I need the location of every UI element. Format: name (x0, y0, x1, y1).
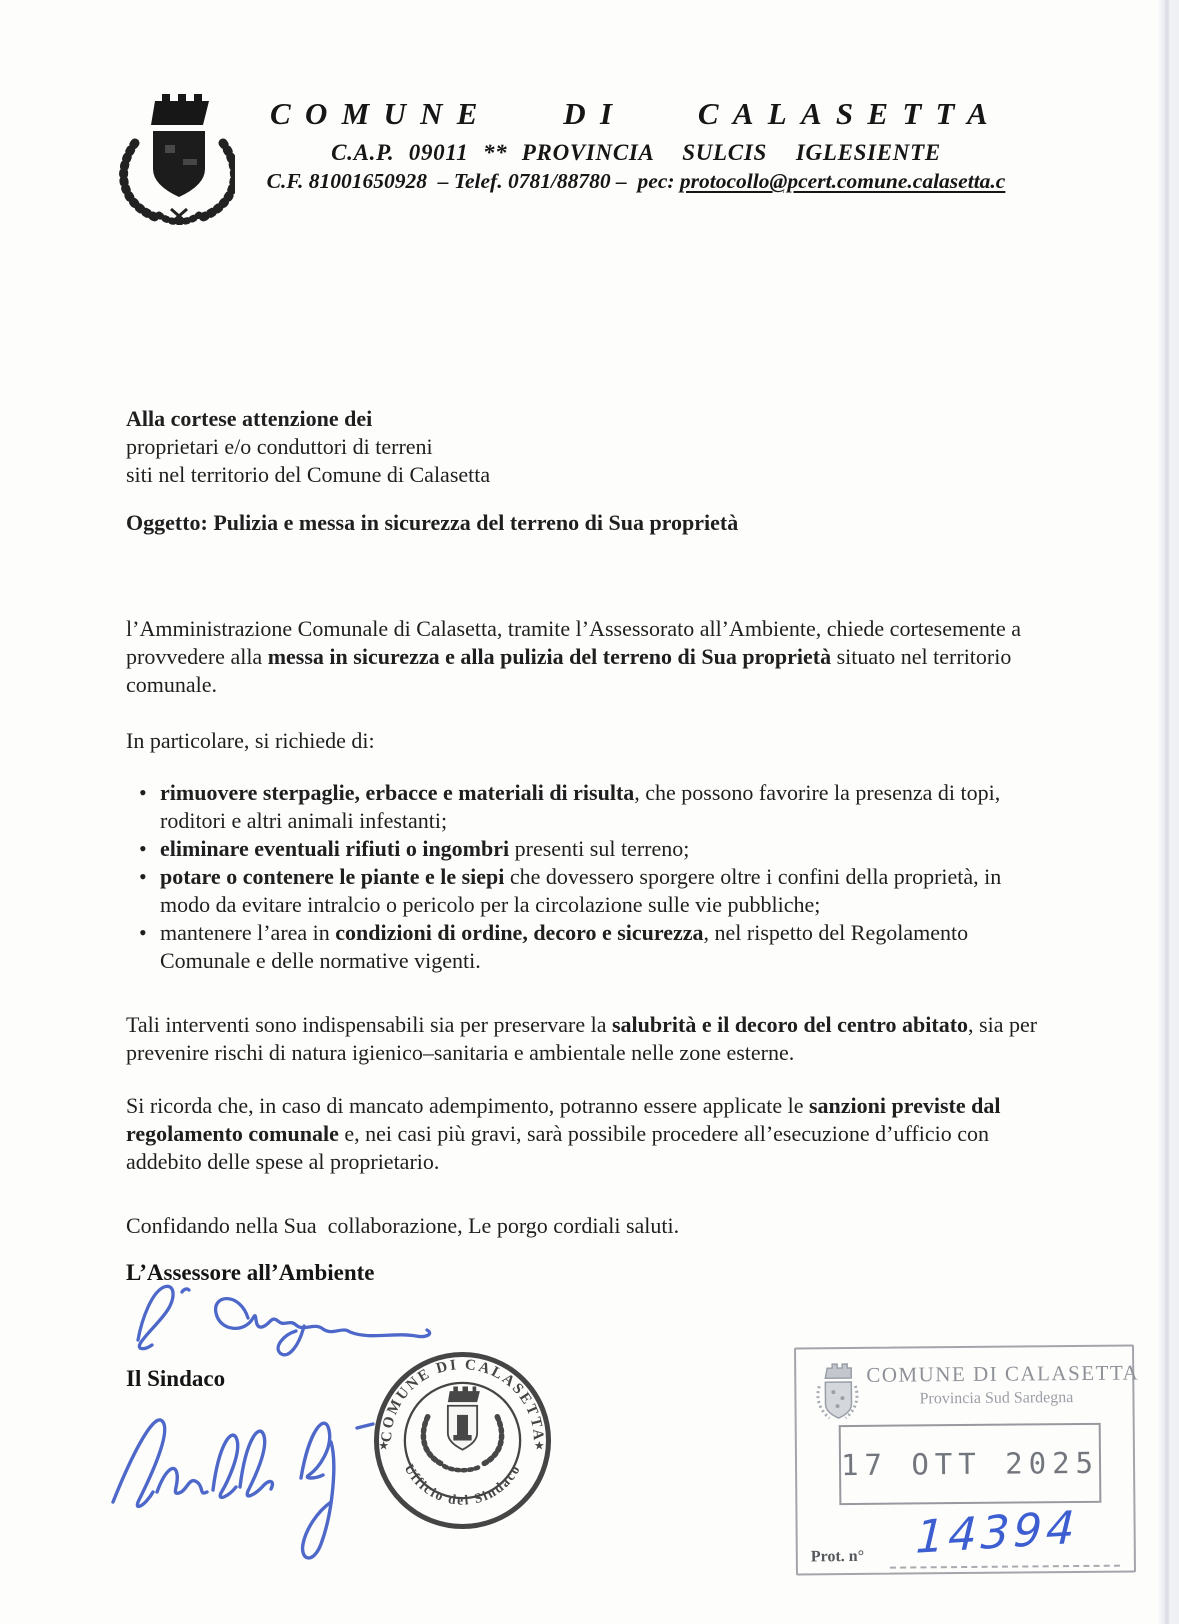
paragraph-bold: sanzioni previste dal regolamento comunale (126, 1093, 1006, 1146)
paragraph-intro-bold: messa in sicurezza e alla pulizia del terreno di Sua proprietà (267, 644, 832, 669)
seal-star-left: ★ (378, 1438, 389, 1453)
paragraph-text: e, nei casi più gravi, sarà possibile procedere all’esecuzione d’ufficio con addebito delle spese al proprietario. (126, 1121, 995, 1174)
list-item-bold: eliminare eventuali rifiuti o ingombri (160, 836, 510, 861)
requirements-list (126, 779, 1042, 975)
cap-provincia-line: C.A.P. 09011 ** PROVINCIA SULCIS IGLESIENTE (331, 140, 941, 165)
stamp-org-name: COMUNE DI CALASETTA (866, 1360, 1140, 1387)
letterhead-text (230, 96, 1042, 194)
protocol-stamp (794, 1345, 1140, 1576)
protocol-number-label: Prot. n° (810, 1547, 865, 1566)
recipient-line3: siti nel territorio del Comune di Calasetta (126, 462, 491, 487)
municipal-coat-of-arms-icon (95, 85, 235, 225)
seal-center-crest (423, 1387, 501, 1471)
list-item-text: presenti sul terreno; (509, 836, 690, 861)
seal-top-text: COMUNE DI CALASETTA (378, 1356, 547, 1443)
stamp-province: Provincia Sud Sardegna (919, 1389, 1074, 1408)
list-item (126, 835, 1042, 863)
paragraph-intro-text: l’Amministrazione Comunale di Calasetta, tramite l’Assessorato all’Ambiente, chiede cortesemente a provvedere alla (126, 616, 1027, 669)
sindaco-signature (103, 1384, 385, 1570)
list-item-text: che dovessero sporgere oltre i confini della proprietà, in modo da evitare intralcio o pericolo per la circolazione sulle vie pubbliche; (160, 864, 1007, 917)
paragraph-text: , sia per prevenire rischi di natura igienico–sanitaria e ambientale nelle zone esterne. (126, 1012, 1043, 1065)
list-item (126, 863, 1042, 919)
stamp-date: 17 OTT 2025 (840, 1445, 1100, 1483)
cf-telef-text: C.F. 81001650928 – Telef. 0781/88780 – pec: (266, 169, 680, 193)
seal-bottom-text: Ufficio del Sindaco (401, 1461, 524, 1508)
list-item (126, 919, 1042, 975)
paragraph-importance (126, 1011, 1042, 1067)
paragraph-text: Si ricorda che, in caso di mancato adempimento, potranno essere applicate le (126, 1093, 809, 1118)
protocol-number-line (890, 1565, 1120, 1569)
letter-body (126, 405, 1042, 1240)
list-item-bold: rimuovere sterpaglie, erbacce e materiali di risulta (160, 780, 635, 805)
subject-line: Oggetto: Pulizia e messa in sicurezza del terreno di Sua proprietà (126, 510, 739, 535)
list-item-text: mantenere l’area in (160, 920, 336, 945)
ufficio-sindaco-seal (371, 1349, 554, 1532)
scan-edge-artifact (1157, 0, 1179, 1624)
list-item-bold: condizioni di ordine, decoro e sicurezza (335, 920, 704, 945)
protocol-number-handwritten: 14394 (914, 1500, 1080, 1564)
paragraph-intro (126, 615, 1042, 699)
assessore-title: L’Assessore all’Ambiente (126, 1260, 375, 1285)
recipient-block (126, 405, 1042, 489)
paragraph-bold: salubrità e il decoro del centro abitato (611, 1012, 969, 1037)
list-item-text: , che possono favorire la presenza di topi, roditori e altri animali infestanti; (160, 780, 1006, 833)
paragraph-intro-end: situato nel territorio comunale. (126, 644, 1017, 697)
recipient-attention-line: Alla cortese attenzione dei (126, 406, 373, 431)
paragraph-sanctions (126, 1092, 1042, 1176)
list-intro-line: In particolare, si richiede di: (126, 728, 375, 753)
list-item (126, 779, 1042, 835)
closing-line: Confidando nella Sua collaborazione, Le porgo cordiali saluti. (126, 1213, 680, 1238)
list-item-text: , nel rispetto del Regolamento Comunale e delle normative vigenti. (160, 920, 974, 973)
pec-email: protocollo@pcert.comune.calasetta.c (679, 169, 1006, 193)
stamp-crest-icon (811, 1360, 864, 1426)
paragraph-text: Tali interventi sono indispensabili sia per preservare la (126, 1012, 612, 1037)
sindaco-title: Il Sindaco (126, 1366, 226, 1391)
list-item-bold: potare o contenere le piante e le siepi (160, 864, 505, 889)
recipient-line2: proprietari e/o conduttori di terreni (126, 434, 433, 459)
fiscal-contact-line (230, 169, 1042, 194)
stamp-date-box (839, 1423, 1102, 1505)
comune-title: COMUNE DI CALASETTA (270, 96, 1002, 131)
seal-star-right: ★ (533, 1438, 545, 1453)
